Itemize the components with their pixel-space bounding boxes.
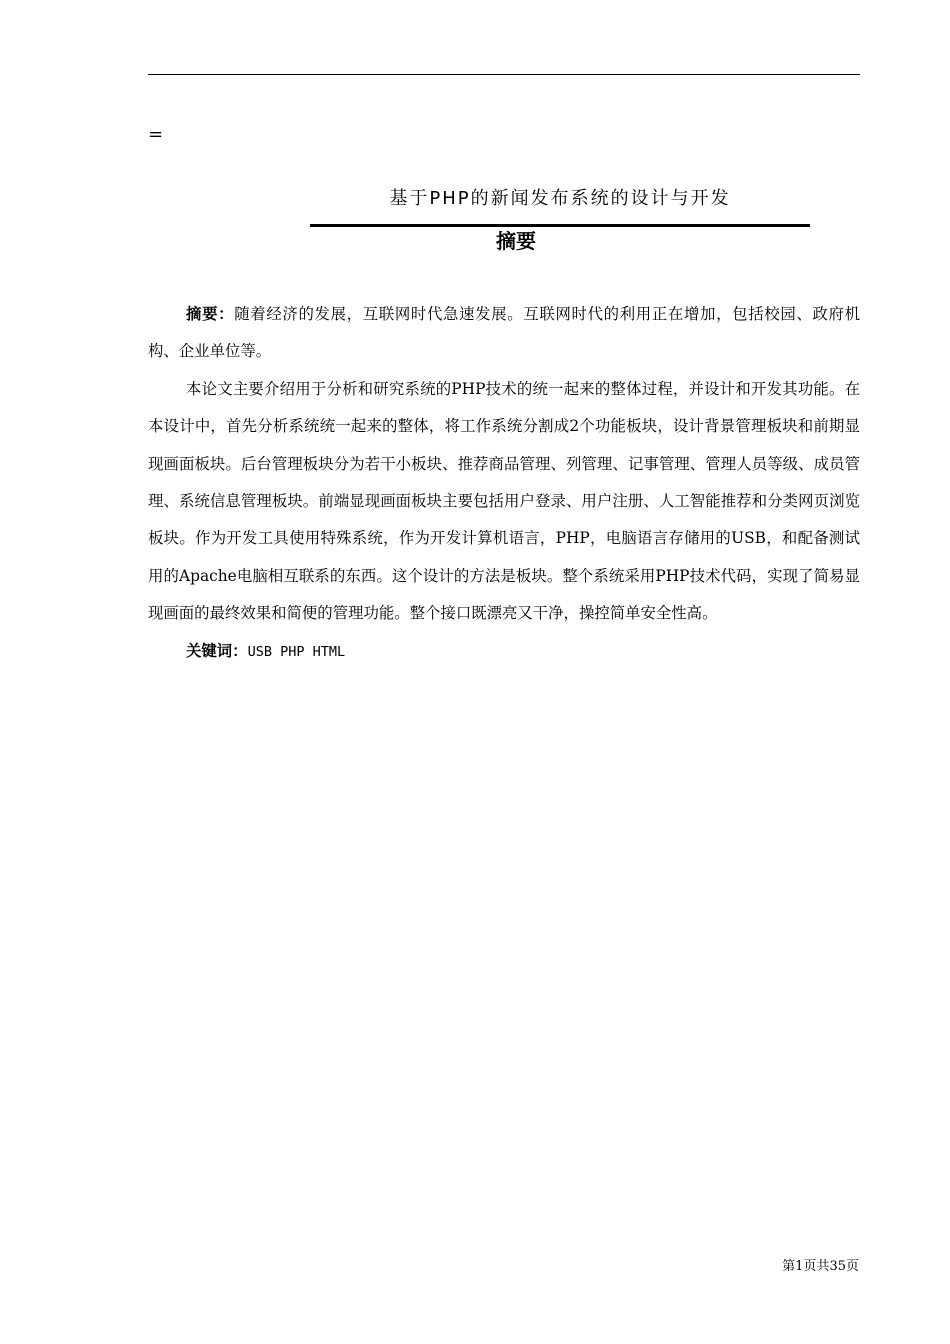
abstract-heading: 摘要 xyxy=(496,229,536,253)
keywords-line xyxy=(148,633,860,671)
keywords-value: USB PHP HTML xyxy=(247,643,346,660)
abstract-paragraph-1 xyxy=(148,296,860,371)
thesis-title: 基于PHP的新闻发布系统的设计与开发 xyxy=(389,188,731,209)
stray-equals-mark: = xyxy=(148,124,164,145)
abstract-paragraph-1-text: 随着经济的发展，互联网时代急速发展。互联网时代的利用正在增加，包括校园、政府机构、企业单位等。 xyxy=(148,305,860,361)
header-rule xyxy=(148,74,860,75)
abstract-body xyxy=(148,296,860,671)
abstract-paragraph-2: 本论文主要介绍用于分析和研究系统的PHP技术的统一起来的整体过程，并设计和开发其功能。在本设计中，首先分析系统统一起来的整体，将工作系统分割成2个功能板块，设计背景管理板块和前期显现画面板块。后台管理板块分为若干小板块、推荐商品管理、列管理、记事管理、管理人员等级、成员管理、系统信息管理板块。前端显现画面板块主要包括用户登录、用户注册、人工智能推荐和分类网页浏览板块。作为开发工具使用特殊系统，作为开发计算机语言，PHP，电脑语言存储用的USB，和配备测试用的Apache电脑相互联系的东西。这个设计的方法是板块。整个系统采用PHP技术代码，实现了简易显现画面的最终效果和简便的管理功能。整个接口既漂亮又干净，操控简单安全性高。 xyxy=(148,379,860,623)
abstract-lead-label: 摘要： xyxy=(186,305,235,323)
keywords-label: 关键词： xyxy=(186,641,248,660)
page-number: 第1页共35页 xyxy=(782,1259,859,1274)
